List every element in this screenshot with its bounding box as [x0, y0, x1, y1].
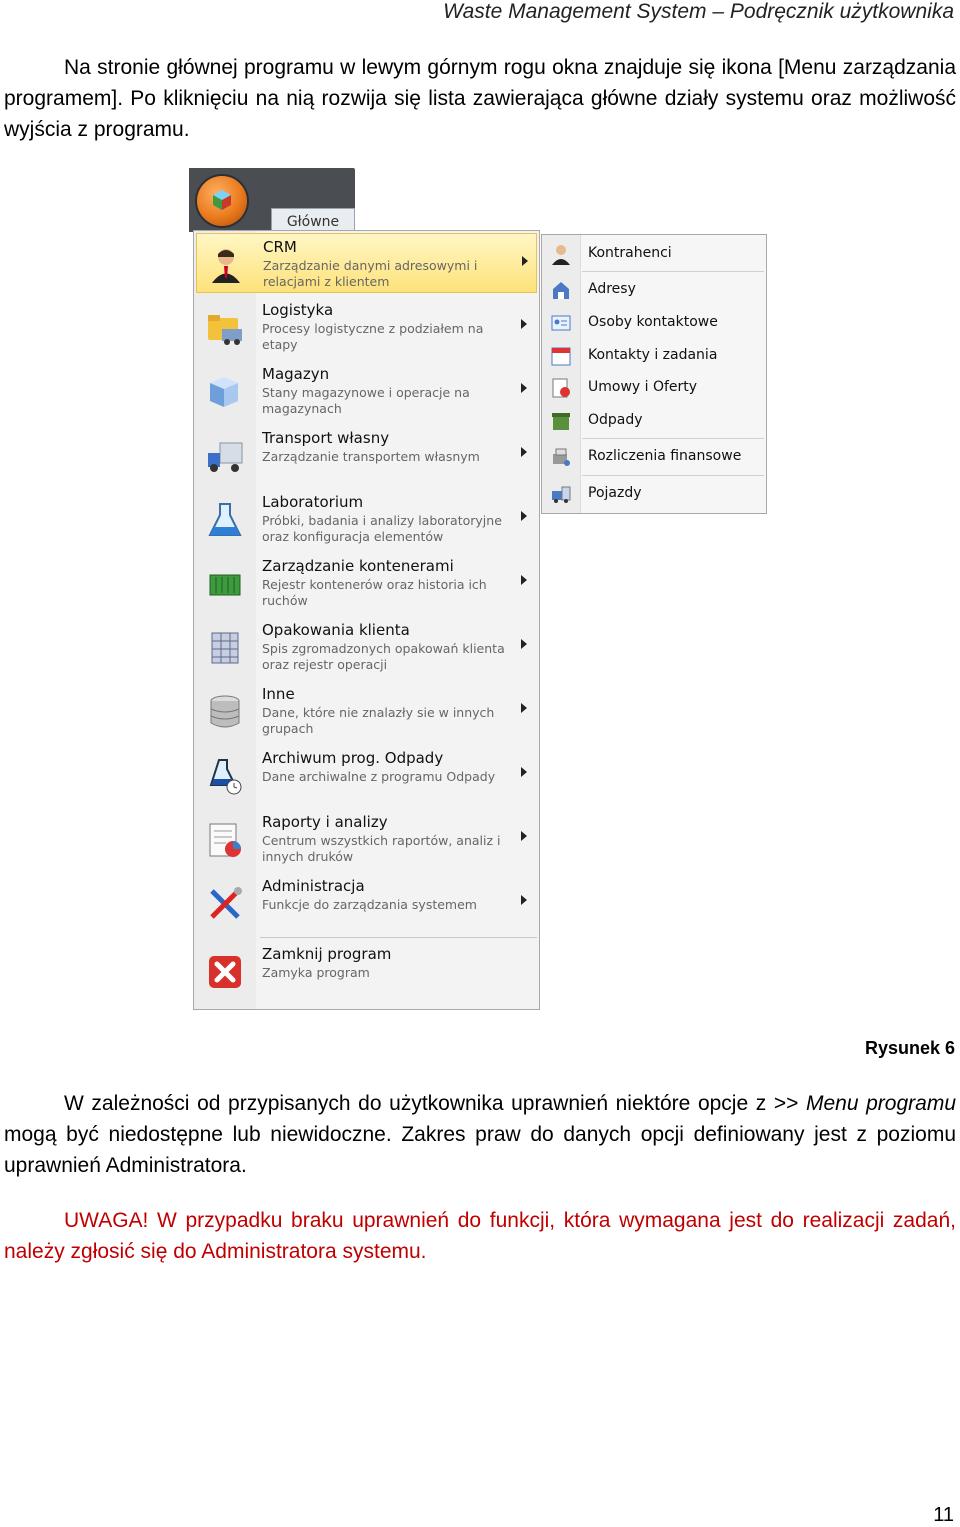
- permissions-paragraph: [4, 1088, 956, 1181]
- menu-item-title: Zarządzanie kontenerami: [262, 557, 454, 575]
- submenu-arrow-icon: [521, 511, 527, 521]
- submenu-item-osoby-kontaktowe[interactable]: [542, 306, 766, 338]
- submenu-item-umowy-i-oferty[interactable]: [542, 371, 766, 403]
- submenu-arrow-icon: [521, 703, 527, 713]
- menu-item-zarządzanie-kontenerami[interactable]: [196, 553, 537, 613]
- submenu-item-kontakty-i-zadania[interactable]: [542, 339, 766, 371]
- contact-persons-icon: [550, 312, 572, 334]
- submenu-arrow-icon: [521, 575, 527, 585]
- vehicle-icon: [550, 483, 572, 505]
- menu-item-title: Laboratorium: [262, 493, 364, 511]
- menu-item-title: Archiwum prog. Odpady: [262, 749, 444, 767]
- submenu-label: Umowy i Oferty: [588, 379, 698, 395]
- submenu-item-kontrahenci[interactable]: [542, 237, 766, 269]
- menu-item-transport-własny[interactable]: [196, 425, 537, 485]
- contractors-icon: [550, 243, 572, 265]
- menu-item-administracja[interactable]: [196, 873, 537, 933]
- menu-item-raporty-i-analizy[interactable]: [196, 809, 537, 869]
- warning-text: UWAGA! W przypadku braku uprawnień do funkcji, która wymagana jest do realizacji zadań, należy zgłosić się do Administratora systemu.: [4, 1209, 956, 1263]
- flask-icon: [206, 501, 244, 539]
- submenu-item-rozliczenia-finansowe[interactable]: [542, 440, 766, 472]
- menu-item-title: Opakowania klienta: [262, 621, 410, 639]
- menu-item-opakowania-klienta[interactable]: [196, 617, 537, 677]
- menu-item-subtitle: Centrum wszystkich raportów, analiz i innych druków: [262, 833, 501, 864]
- menu-item-title: CRM: [263, 238, 297, 256]
- submenu-arrow-icon: [521, 767, 527, 777]
- close-icon: [206, 953, 244, 991]
- menu-item-laboratorium[interactable]: [196, 489, 537, 549]
- menu-item-inne[interactable]: [196, 681, 537, 741]
- submenu-separator: [582, 438, 764, 439]
- submenu-arrow-icon: [521, 895, 527, 905]
- page-number: 11: [933, 1504, 954, 1526]
- contract-icon: [550, 377, 572, 399]
- database-icon: [206, 693, 244, 731]
- p2-after: mogą być niedostępne lub niewidoczne. Zakres praw do danych opcji definiowany jest z poziomu uprawnień Administratora.: [4, 1123, 956, 1177]
- menu-item-title: Inne: [262, 685, 295, 703]
- intro-text: Na stronie głównej programu w lewym górnym rogu okna znajduje się ikona [Menu zarządzania programem]. Po kliknięciu na nią rozwija się lista zawierająca główne działy systemu oraz możliwość wyjścia z programu.: [4, 56, 956, 141]
- menu-item-title: Logistyka: [262, 301, 334, 319]
- menu-item-title: Raporty i analizy: [262, 813, 388, 831]
- submenu-label: Rozliczenia finansowe: [588, 448, 742, 464]
- person-icon: [207, 246, 245, 284]
- menu-item-title: Transport własny: [262, 429, 390, 447]
- crm-submenu: [541, 234, 767, 514]
- submenu-arrow-icon: [521, 639, 527, 649]
- warning-paragraph: [4, 1205, 956, 1267]
- p2-before: W zależności od przypisanych do użytkownika uprawnień niektóre opcje z >>: [64, 1092, 806, 1115]
- submenu-label: Osoby kontaktowe: [588, 314, 718, 330]
- menu-item-subtitle: Rejestr kontenerów oraz historia ich ruchów: [262, 577, 487, 608]
- menu-item-subtitle: Procesy logistyczne z podziałem na etapy: [262, 321, 484, 352]
- submenu-separator: [582, 475, 764, 476]
- submenu-item-odpady[interactable]: [542, 404, 766, 436]
- submenu-arrow-icon: [522, 256, 528, 266]
- exit-program-item[interactable]: [196, 941, 537, 1001]
- packaging-icon: [206, 629, 244, 667]
- app-menu-orb-icon[interactable]: [197, 176, 247, 226]
- menu-item-logistyka[interactable]: [196, 297, 537, 357]
- tab-glowne[interactable]: Główne: [271, 208, 355, 233]
- address-icon: [550, 279, 572, 301]
- submenu-label: Kontrahenci: [588, 245, 672, 261]
- title-bar: [189, 168, 355, 232]
- archive-icon: [206, 757, 244, 795]
- intro-paragraph: [4, 52, 956, 145]
- submenu-arrow-icon: [521, 319, 527, 329]
- menu-item-magazyn[interactable]: [196, 361, 537, 421]
- submenu-arrow-icon: [521, 831, 527, 841]
- report-icon: [206, 821, 244, 859]
- program-menu-screenshot: [189, 168, 769, 1010]
- calendar-icon: [550, 345, 572, 367]
- truck-icon: [206, 437, 244, 475]
- submenu-item-pojazdy[interactable]: [542, 477, 766, 509]
- calculator-icon: [550, 446, 572, 468]
- menu-item-subtitle: Zarządzanie transportem własnym: [262, 449, 480, 464]
- menu-item-subtitle: Stany magazynowe i operacje na magazynach: [262, 385, 470, 416]
- submenu-item-adresy[interactable]: [542, 273, 766, 305]
- menu-item-subtitle: Zarządzanie danymi adresowymi i relacjami z klientem: [263, 258, 478, 289]
- main-menu: [193, 230, 540, 1010]
- submenu-separator: [582, 271, 764, 272]
- p2-italic: Menu programu: [805, 1092, 956, 1115]
- submenu-label: Adresy: [588, 281, 636, 297]
- submenu-label: Odpady: [588, 412, 643, 428]
- menu-item-crm[interactable]: [196, 233, 537, 293]
- menu-item-subtitle: Próbki, badania i analizy laboratoryjne oraz konfiguracja elementów: [262, 513, 502, 544]
- menu-item-title: Magazyn: [262, 365, 330, 383]
- menu-item-subtitle: Zamyka program: [262, 965, 370, 980]
- menu-item-subtitle: Dane archiwalne z programu Odpady: [262, 769, 496, 784]
- figure-caption: Rysunek 6: [864, 1038, 955, 1058]
- submenu-label: Kontakty i zadania: [588, 347, 718, 363]
- submenu-arrow-icon: [521, 383, 527, 393]
- container-icon: [206, 565, 244, 603]
- submenu-arrow-icon: [521, 447, 527, 457]
- tools-icon: [206, 885, 244, 923]
- menu-separator: [260, 937, 537, 938]
- boxes-icon: [206, 373, 244, 411]
- menu-item-subtitle: Dane, które nie znalazły sie w innych grupach: [262, 705, 495, 736]
- menu-item-title: Zamknij program: [262, 945, 392, 963]
- header-title: Waste Management System – Podręcznik użytkownika: [443, 0, 954, 23]
- menu-item-subtitle: Spis zgromadzonych opakowań klienta oraz rejestr operacji: [262, 641, 505, 672]
- folder-truck-icon: [206, 309, 244, 347]
- waste-icon: [550, 410, 572, 432]
- menu-item-archiwum-prog-odpady[interactable]: [196, 745, 537, 805]
- menu-item-title: Administracja: [262, 877, 365, 895]
- submenu-label: Pojazdy: [588, 485, 642, 501]
- menu-item-subtitle: Funkcje do zarządzania systemem: [262, 897, 477, 912]
